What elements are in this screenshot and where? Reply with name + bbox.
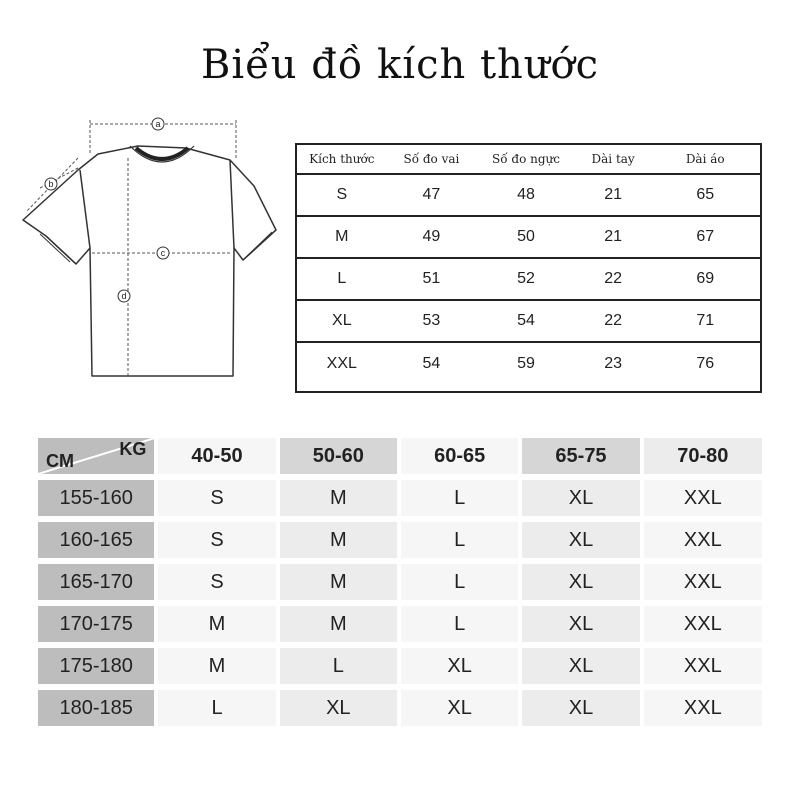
- size-cell: M: [158, 648, 275, 684]
- weight-range-header: 65-75: [522, 438, 639, 474]
- size-cell: XXL: [644, 522, 762, 558]
- header-length: Dài áo: [685, 152, 725, 166]
- sleeve-cell: 21: [604, 186, 623, 203]
- header-chest: Số đo ngực: [492, 152, 560, 166]
- size-measurement-table: [295, 143, 762, 393]
- weight-range-header: 50-60: [280, 438, 397, 474]
- chest-cell: 59: [517, 355, 535, 372]
- shoulder-cell: 51: [422, 270, 441, 287]
- size-cell: XL: [522, 648, 639, 684]
- size-cell: L: [401, 522, 518, 558]
- fit-guide-table: [38, 438, 762, 734]
- size-cell: S: [336, 186, 348, 203]
- length-cell: 67: [696, 228, 715, 245]
- size-cell: M: [280, 480, 397, 516]
- table-row: [297, 217, 760, 259]
- size-cell: XXL: [644, 690, 762, 726]
- chest-cell: 54: [517, 312, 535, 329]
- size-cell: S: [158, 480, 275, 516]
- size-cell: XL: [522, 522, 639, 558]
- height-unit-label: CM: [46, 451, 74, 471]
- measure-label-d: d: [121, 291, 127, 301]
- table-row: [38, 648, 762, 684]
- table-row: [38, 606, 762, 642]
- header-size: Kích thước: [309, 152, 375, 166]
- size-cell: M: [280, 606, 397, 642]
- size-cell: XL: [522, 564, 639, 600]
- size-cell: XL: [401, 690, 518, 726]
- height-range-cell: 165-170: [38, 564, 154, 600]
- size-cell: XXL: [644, 480, 762, 516]
- size-cell: XL: [401, 648, 518, 684]
- chest-cell: 48: [517, 186, 535, 203]
- corner-cell: [38, 438, 154, 474]
- weight-range-header: 40-50: [158, 438, 275, 474]
- table-row: [297, 343, 760, 385]
- table-row: [38, 690, 762, 726]
- header-sleeve: Dài tay: [591, 152, 635, 166]
- weight-range-header: 70-80: [644, 438, 762, 474]
- size-cell: L: [401, 480, 518, 516]
- chest-cell: 52: [517, 270, 535, 287]
- table-row: [38, 480, 762, 516]
- table-row: [38, 522, 762, 558]
- length-cell: 76: [696, 355, 715, 372]
- header-shoulder: Số đo vai: [403, 152, 460, 166]
- size-table-header: [297, 145, 760, 175]
- length-cell: 71: [696, 312, 715, 329]
- length-cell: 65: [696, 186, 715, 203]
- measure-label-c: c: [160, 248, 166, 258]
- size-cell: M: [280, 522, 397, 558]
- size-cell: XXL: [644, 606, 762, 642]
- table-row: [38, 564, 762, 600]
- measure-label-a: a: [155, 119, 161, 129]
- height-range-cell: 175-180: [38, 648, 154, 684]
- size-cell: XXL: [326, 355, 357, 372]
- size-cell: L: [280, 648, 397, 684]
- size-cell: XL: [522, 690, 639, 726]
- table-row: [297, 175, 760, 217]
- size-cell: XL: [522, 480, 639, 516]
- size-cell: L: [158, 690, 275, 726]
- size-cell: XL: [280, 690, 397, 726]
- chest-cell: 50: [517, 228, 535, 245]
- height-range-cell: 180-185: [38, 690, 154, 726]
- size-cell: M: [335, 228, 349, 245]
- height-range-cell: 170-175: [38, 606, 154, 642]
- sleeve-cell: 23: [604, 355, 623, 372]
- length-cell: 69: [696, 270, 715, 287]
- size-cell: XXL: [644, 564, 762, 600]
- tshirt-diagram: [18, 108, 280, 393]
- sleeve-cell: 22: [604, 270, 623, 287]
- table-row: [297, 301, 760, 343]
- size-cell: S: [158, 522, 275, 558]
- shoulder-cell: 54: [422, 355, 441, 372]
- sleeve-cell: 21: [604, 228, 623, 245]
- weight-unit-label: KG: [119, 439, 147, 459]
- size-cell: L: [401, 564, 518, 600]
- measure-label-b: b: [48, 179, 54, 189]
- size-cell: L: [337, 270, 347, 287]
- size-cell: S: [158, 564, 275, 600]
- weight-range-header: 60-65: [401, 438, 518, 474]
- size-cell: M: [280, 564, 397, 600]
- shoulder-cell: 49: [422, 228, 441, 245]
- size-cell: M: [158, 606, 275, 642]
- height-range-cell: 155-160: [38, 480, 154, 516]
- shoulder-cell: 53: [422, 312, 441, 329]
- size-cell: XXL: [644, 648, 762, 684]
- table-row: [297, 259, 760, 301]
- shoulder-cell: 47: [422, 186, 441, 203]
- height-range-cell: 160-165: [38, 522, 154, 558]
- page-title: Biểu đồ kích thước: [200, 42, 600, 88]
- size-cell: L: [401, 606, 518, 642]
- size-cell: XL: [522, 606, 639, 642]
- size-cell: XL: [332, 312, 352, 329]
- sleeve-cell: 22: [604, 312, 623, 329]
- fit-guide-header: [38, 438, 762, 474]
